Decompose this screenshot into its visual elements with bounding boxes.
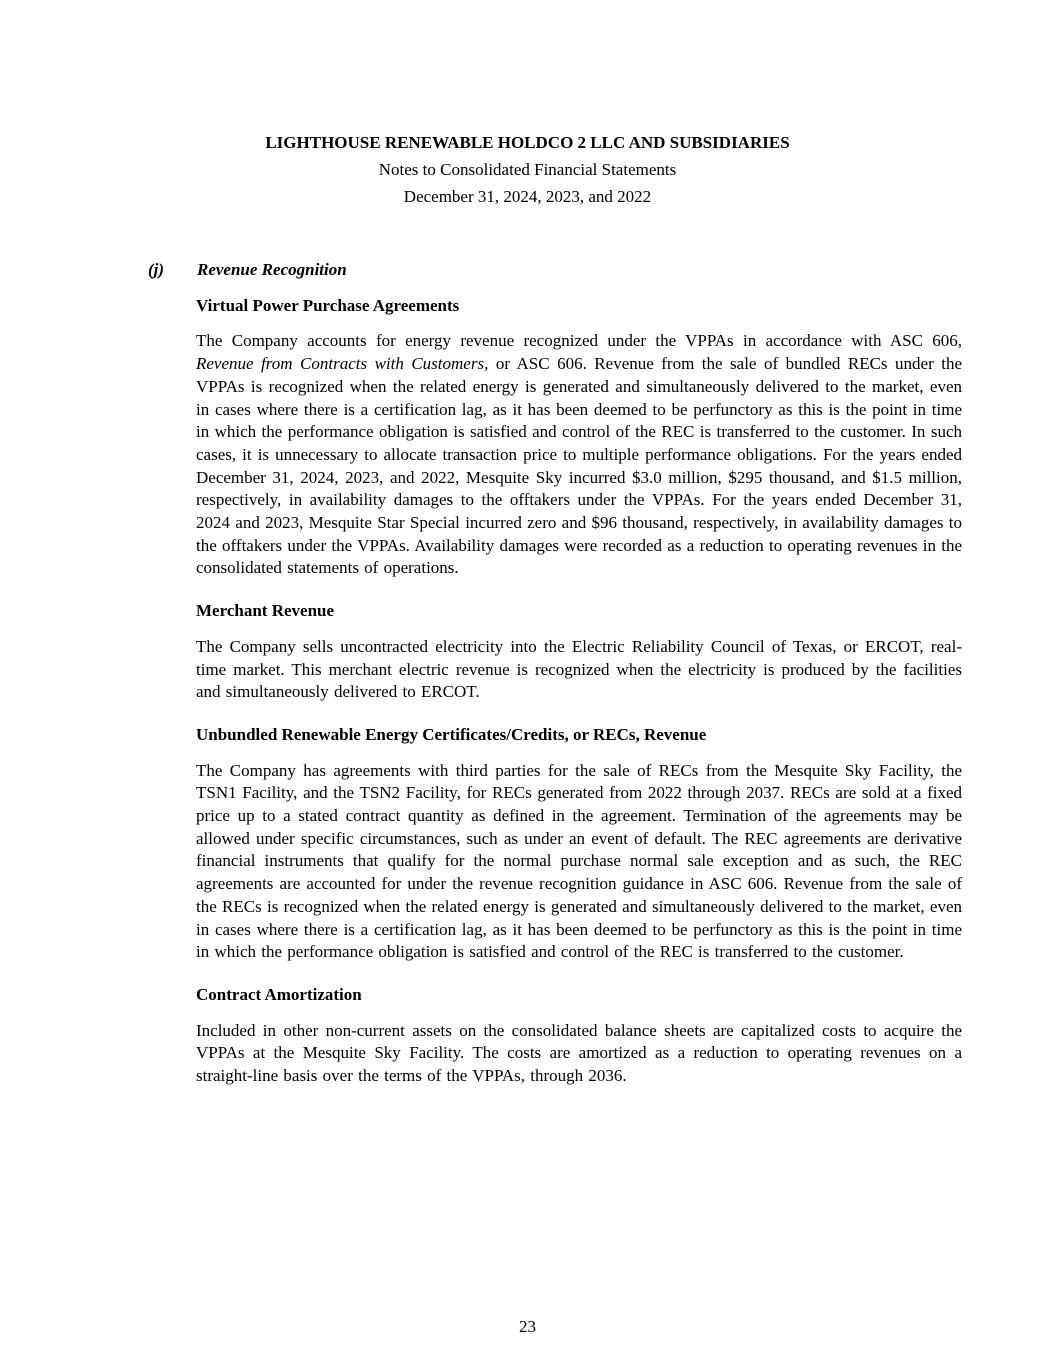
heading-contract-amortization: Contract Amortization (196, 984, 362, 1004)
document-header (0, 0, 1055, 210)
paragraph-merchant-revenue: The Company sells uncontracted electricity into the Electric Reliability Council of Texas, or ERCOT, real-time market. This merchant electric revenue is recognized when the electricity is produced by the facilities and simultaneously delivered to ERCOT. (196, 636, 962, 702)
paragraph-vppa-italic-title: Revenue from Contracts with Customers, (196, 354, 489, 374)
document-title: LIGHTHOUSE RENEWABLE HOLDCO 2 LLC AND SUBSIDIARIES (265, 133, 790, 152)
heading-virtual-power-purchase-agreements: Virtual Power Purchase Agreements (196, 295, 460, 315)
paragraph-unbundled-recs: The Company has agreements with third parties for the sale of RECs from the Mesquite Sky Facility, the TSN1 Facility, and the TSN2 Facility, for RECs generated from 2022 through 2037. RECs are sold at a fixed price up to a stated contract quantity as defined in the agreement. Termination of the agreements may be allowed under specific circumstances, such as under an event of default. The REC agreements are derivative financial instruments that qualify for the normal purchase normal sale exception and as such, the REC agreements are accounted for under the revenue recognition guidance in ASC 606. Revenue from the sale of the RECs is recognized when the related energy is generated and simultaneously delivered to the market, even in cases where there is a certification lag, as it has been deemed to be perfunctory as this is the point in time in which the performance obligation is satisfied and control of the REC is transferred to the customer. (196, 760, 962, 962)
paragraph-vppa-part1: The Company accounts for energy revenue recognized under the VPPAs in accordance with ASC 606, (196, 331, 962, 351)
section-heading (148, 259, 962, 282)
paragraph-vppa (196, 330, 962, 580)
page-footer (0, 1316, 1055, 1339)
section-title: Revenue Recognition (197, 260, 347, 279)
paragraph-contract-amortization: Included in other non-current assets on the consolidated balance sheets are capitalized costs to acquire the VPPAs at the Mesquite Sky Facility. The costs are amortized as a reduction to operating revenues on a straight-line basis over the terms of the VPPAs, through 2036. (196, 1020, 962, 1086)
document-date-line: December 31, 2024, 2023, and 2022 (403, 187, 652, 206)
section-content (196, 295, 962, 1088)
heading-unbundled-recs-revenue: Unbundled Renewable Energy Certificates/Credits, or RECs, Revenue (196, 724, 707, 744)
page-number: 23 (519, 1317, 536, 1336)
heading-merchant-revenue: Merchant Revenue (196, 601, 335, 621)
paragraph-vppa-part2: or ASC 606. Revenue from the sale of bundled RECs under the VPPAs is recognized when the related energy is generated and simultaneously delivered to the market, even in cases where there is a certification lag, as it has been deemed to be perfunctory as this is the point in time in which the performance obligation is satisfied and control of the REC is transferred to the customer. In such cases, it is unnecessary to allocate transaction price to multiple performance obligations. For the years ended December 31, 2024, 2023, and 2022, Mesquite Sky incurred $3.0 million, $295 thousand, and $1.5 million, respectively, in availability damages to the offtakers under the VPPAs. For the years ended December 31, 2024 and 2023, Mesquite Star Special incurred zero and $96 thousand, respectively, in availability damages to the offtakers under the VPPAs. Availability damages were recorded as a reduction to operating revenues in the consolidated statements of operations. (196, 354, 962, 578)
section-label: (j) (148, 260, 165, 279)
document-subtitle: Notes to Consolidated Financial Statements (378, 160, 677, 179)
